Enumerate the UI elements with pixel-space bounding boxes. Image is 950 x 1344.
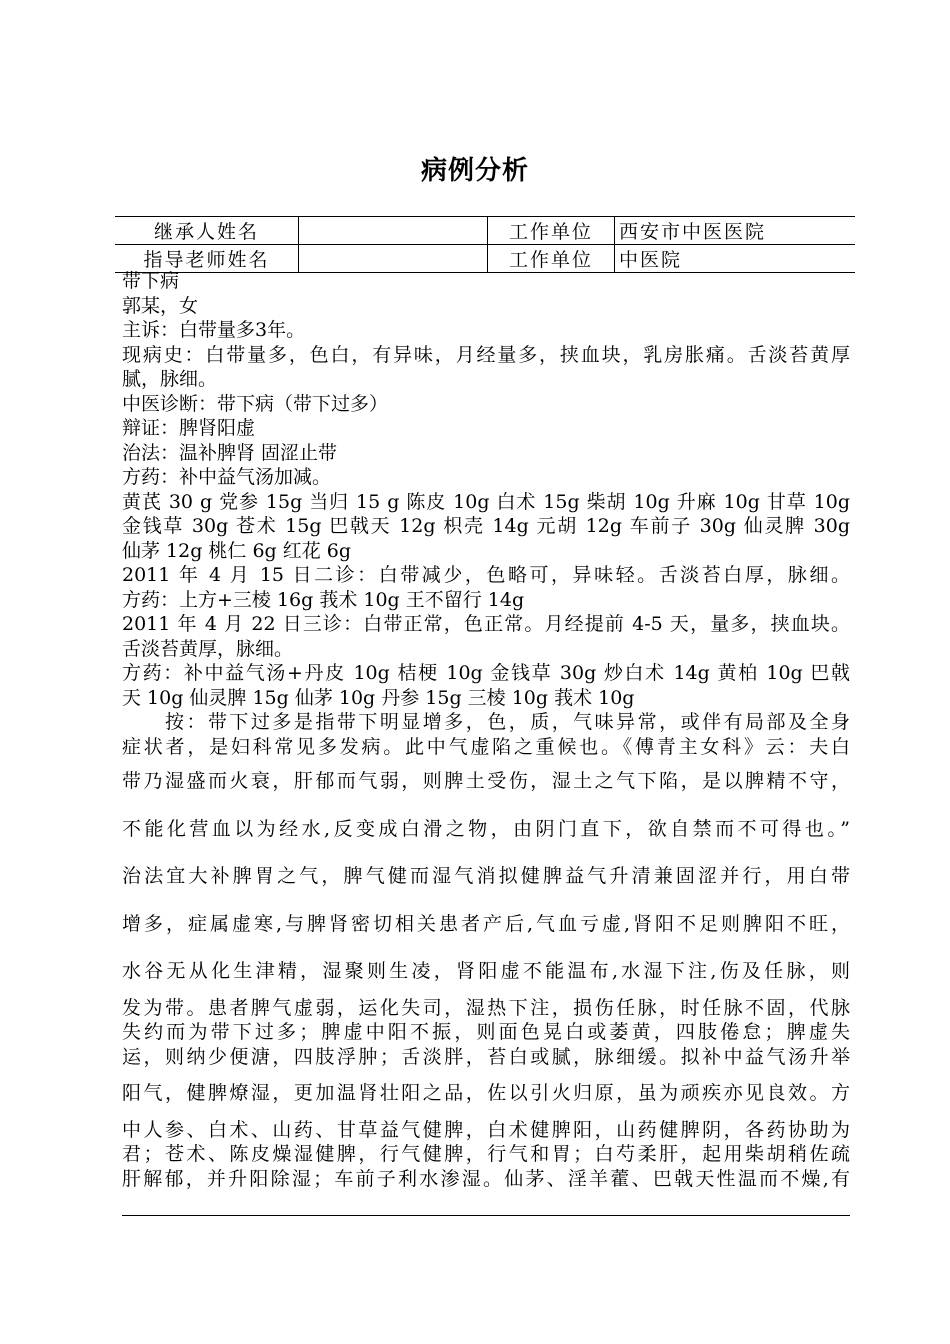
text-line: 肝解郁，并升阳除湿；车前子利水渗湿。仙茅、淫羊藿、巴戟天性温而不燥,有 (122, 1167, 850, 1190)
inheritor-name-value (299, 217, 488, 245)
info-row-inheritor (115, 217, 855, 245)
text-line: 君；苍术、陈皮燥湿健脾，行气健脾，行气和胃；白芍柔肝，起用柴胡稍佐疏 (122, 1143, 850, 1165)
text-line: 治法：温补脾肾 固涩止带 (122, 441, 338, 464)
text-line: 带乃湿盛而火衰，肝郁而气弱，则脾土受伤，湿土之气下陷，是以脾精不守， (122, 770, 850, 792)
teacher-unit-label: 工作单位 (488, 245, 615, 273)
text-line: 主诉：白带量多3年。 (122, 319, 306, 341)
text-line: 水谷无从化生津精，湿聚则生凌，肾阳虚不能温布,水湿下注,伤及任脉，则 (122, 960, 850, 982)
text-line: 症状者，是妇科常见多发病。此中气虚陷之重候也。《傅青主女科》云：夫白 (122, 735, 850, 758)
bottom-rule (122, 1215, 850, 1216)
text-line: 发为带。患者脾气虚弱，运化失司，湿热下注，损伤任脉，时任脉不固，代脉 (122, 996, 850, 1019)
text-line: 失约而为带下过多；脾虚中阳不振，则面色晃白或萎黄，四肢倦怠；脾虚失 (122, 1021, 850, 1043)
text-line: 运，则纳少便溏，四肢浮肿；舌淡胖，苔白或腻，脉细缓。拟补中益气汤升举 (122, 1045, 850, 1068)
text-line: 郭某，女 (122, 294, 199, 317)
inheritor-name-label: 继承人姓名 (115, 217, 299, 245)
text-line: 中医诊断：带下病（带下过多） (122, 392, 389, 415)
text-line: 黄芪 30 g 党参 15g 当归 15 g 陈皮 10g 白术 15g 柴胡 10g 升麻 10g 甘草 10g (122, 490, 850, 513)
text-line: 辩证：脾肾阳虚 (122, 417, 256, 439)
text-line: 增多，症属虚寒,与脾肾密切相关患者产后,气血亏虚,肾阳不足则脾阳不旺， (122, 912, 850, 935)
text-line: 中人参、白术、山药、甘草益气健脾，白术健脾阳，山药健脾阴，各药协助为 (122, 1118, 850, 1141)
text-line: 舌淡苔黄厚，脉细。 (122, 637, 294, 660)
text-line: 仙茅 12g 桃仁 6g 红花 6g (122, 539, 352, 562)
text-line: 不能化营血以为经水,反变成白滑之物，由阴门直下，欲自禁而不可得也。” (122, 817, 850, 840)
text-line: 方药：补中益气汤+丹皮 10g 桔梗 10g 金钱草 30g 炒白术 14g 黄柏 10g 巴戟 (122, 662, 850, 684)
text-line: 天 10g 仙灵脾 15g 仙茅 10g 丹参 15g 三棱 10g 莪术 10g (122, 686, 635, 709)
text-line: 带下病 (122, 270, 180, 292)
text-line: 方药：上方+三棱 16g 莪术 10g 王不留行 14g (122, 588, 525, 611)
teacher-unit-value: 中医院 (615, 245, 856, 273)
work-unit-label: 工作单位 (488, 217, 615, 245)
info-table (115, 216, 855, 273)
text-line: 治法宜大补脾胃之气，脾气健而湿气消拟健脾益气升清兼固涩并行，用白带 (122, 865, 850, 887)
text-line: 2011 年 4 月 22 日三诊：白带正常，色正常。月经提前 4-5 天，量多，挟血块。 (122, 613, 850, 635)
text-line: 阳气，健脾燎湿，更加温肾壮阳之品，佐以引火归原，虽为顽疾亦见良效。方 (122, 1082, 850, 1104)
text-line: 金钱草 30g 苍术 15g 巴戟天 12g 枳壳 14g 元胡 12g 车前子 30g 仙灵脾 30g (122, 515, 850, 537)
work-unit-value: 西安市中医医院 (615, 217, 856, 245)
text-line: 2011 年 4 月 15 日二诊：白带减少，色略可，异味轻。舌淡苔白厚，脉细。 (122, 564, 850, 586)
teacher-name-label: 指导老师姓名 (115, 245, 299, 273)
page-title: 病例分析 (420, 156, 529, 186)
text-line: 按：带下过多是指带下明显增多，色，质，气味异常，或伴有局部及全身 (122, 711, 850, 733)
text-line: 腻，脉细。 (122, 368, 218, 390)
text-line: 现病史：白带量多，色白，有异味，月经量多，挟血块，乳房胀痛。舌淡苔黄厚 (122, 343, 850, 366)
text-line: 方药：补中益气汤加减。 (122, 466, 332, 488)
case-body (122, 269, 850, 1191)
